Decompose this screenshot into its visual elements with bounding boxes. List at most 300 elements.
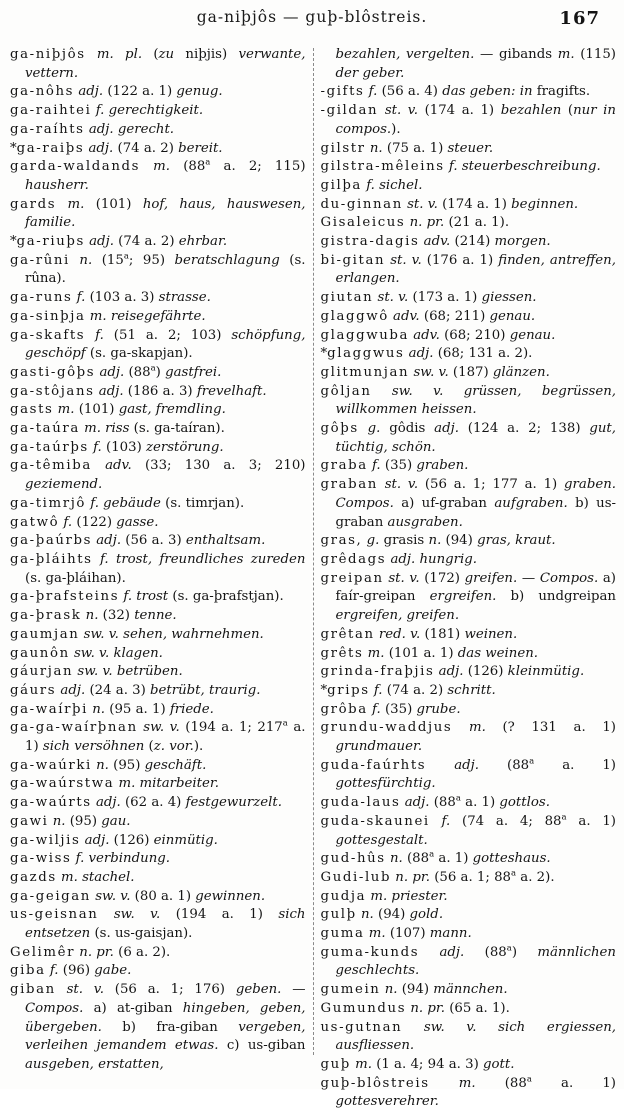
entry-text: kleinmütig. [507, 664, 585, 680]
entry-headword: greipan [320, 570, 384, 586]
entry-text: adj. [400, 795, 434, 811]
entry-text: sw. v. sehen, wahrnehmen. [79, 626, 264, 642]
entry-headword: gulþ [320, 907, 357, 923]
entry-text: n. [81, 608, 103, 624]
entry-headword: gáurjan [10, 664, 74, 680]
entry-headword: glitmunjan [320, 364, 410, 380]
dictionary-entry [10, 775, 306, 794]
entry-headword: ga-nôhs [10, 84, 75, 100]
dictionary-entry [10, 607, 306, 626]
entry-text: beratschlagung [174, 252, 290, 268]
entry-text: b) us-graban [335, 495, 617, 530]
entry-text: steuer. [447, 140, 494, 156]
entry-headword: guþ-blôstreis [320, 1075, 430, 1091]
dictionary-entry [10, 308, 306, 327]
dictionary-entry [321, 850, 617, 869]
entry-text: a. 2). [516, 869, 555, 885]
entry-headword: gáurs [10, 682, 57, 698]
dictionary-entry [10, 196, 306, 233]
entry-headword: grêdags [320, 551, 387, 567]
entry-headword: ga-þrask [10, 608, 82, 624]
dictionary-entry [321, 383, 617, 420]
entry-text: gabe. [94, 963, 132, 979]
entry-text: c) us-giban [226, 1038, 306, 1054]
dictionary-entry [321, 102, 617, 139]
entry-text: a) faír-greipan [335, 570, 616, 605]
entry-text: adj. [56, 682, 90, 698]
entry-text: graben. [416, 458, 469, 474]
entry-headword: ga-wiss [10, 851, 72, 867]
entry-text: (88 [504, 1075, 527, 1091]
entry-headword: glaggwuba [320, 327, 410, 343]
entry-text: n. pr. [405, 215, 449, 231]
dictionary-entry [321, 794, 617, 813]
entry-text: enthaltsam. [185, 533, 266, 549]
entry-text: adj. [74, 84, 108, 100]
entry-text: verwante, vettern. [25, 47, 306, 81]
entry-headword: ga-þrafsteins [10, 589, 120, 605]
dictionary-entry [321, 1075, 617, 1112]
entry-text: (95) [113, 757, 145, 773]
dictionary-entry [321, 457, 617, 476]
entry-text: (176 a. 1) [426, 252, 499, 268]
entry-text: adj. [419, 944, 485, 960]
entry-text: m. [53, 402, 79, 418]
entry-text: ( [148, 739, 154, 755]
entry-text: a. 1) [566, 813, 616, 829]
entry-text: adj. [404, 346, 438, 362]
entry-headword: -gildan [320, 103, 379, 119]
entry-headword: ga-niþjôs [10, 47, 86, 62]
dictionary-entry [10, 701, 306, 720]
dictionary-entry [321, 532, 617, 551]
entry-text: (88 [484, 944, 507, 960]
dictionary-entry [10, 719, 306, 756]
dictionary-entry [321, 252, 617, 289]
entry-text: bereit. [178, 140, 223, 156]
dictionary-entry [321, 140, 617, 159]
entry-text: a. 1) [460, 795, 500, 811]
entry-text: (103 a. 3) [89, 290, 159, 306]
dictionary-entry [10, 495, 306, 514]
entry-text: adj. [84, 234, 119, 250]
dictionary-entry [10, 514, 306, 533]
entry-headword: ga-raihtei [10, 103, 92, 119]
entry-text: grundmauer. [335, 739, 423, 755]
entry-text: (174 a. 1) [424, 103, 501, 119]
entry-text: — [517, 570, 540, 586]
entry-text: (122) [76, 514, 117, 530]
entry-text: adv. [91, 458, 145, 474]
dictionary-entry [10, 626, 306, 645]
entry-headword: gilstra-mêleins [320, 159, 445, 175]
entry-headword: grundu-waddjus [320, 720, 453, 736]
entry-text: (6 a. 2). [118, 944, 171, 960]
entry-text: sw. v. [98, 907, 176, 923]
dictionary-entry [321, 46, 617, 83]
dictionary-entry [10, 102, 306, 121]
entry-text: (s. us-gaisjan). [94, 926, 193, 942]
entry-text: (68; 210) [444, 327, 510, 343]
entry-text: schritt. [447, 682, 496, 698]
entry-text: sw. v. klagen. [69, 645, 163, 661]
dictionary-entry [10, 757, 306, 776]
entry-text: (194 a. 1) [175, 907, 279, 923]
entry-text: fragifts. [536, 84, 591, 100]
entry-text: graben. Compos. [335, 477, 616, 511]
entry-text: (33; 130 a. 3; 210) [144, 458, 306, 474]
dictionary-entry [10, 121, 306, 140]
entry-text: * [10, 234, 17, 250]
dictionary-entry [321, 981, 617, 1000]
entry-text: m. [364, 926, 390, 942]
dictionary-entry [10, 401, 306, 420]
dictionary-entry [321, 289, 617, 308]
dictionary-entry [10, 906, 306, 943]
entry-text: männlichen geschlechts. [335, 944, 616, 979]
entry-text: (115) [580, 47, 616, 62]
entry-text: a [561, 812, 567, 823]
entry-text: (126) [467, 664, 508, 680]
entry-headword: gras, [320, 533, 363, 549]
entry-headword: Gudi-lub [320, 869, 392, 885]
entry-text: finden, antreffen, erlangen. [335, 252, 616, 287]
dictionary-entry [321, 364, 617, 383]
entry-headword: us-geisnan [10, 907, 99, 923]
entry-text: n. pr. [406, 1000, 450, 1016]
entry-text: adv. [409, 327, 445, 343]
dictionary-entry [10, 327, 306, 364]
entry-headword: grôba [320, 701, 368, 717]
entry-headword: garda-waldands [10, 159, 141, 175]
entry-text: hausherr. [25, 177, 89, 193]
entry-text: Compos. [25, 1000, 94, 1016]
entry-text: n. [69, 252, 102, 268]
dictionary-entry [10, 682, 306, 701]
entry-text: (56 a. 4) [381, 84, 443, 100]
entry-headword: ga-wiljis [10, 832, 81, 848]
entry-text: das geben: in [442, 84, 537, 100]
entry-text: gottesfürchtig. [335, 776, 436, 792]
entry-text: einmütig. [153, 832, 218, 848]
dictionary-entry [10, 233, 306, 252]
entry-text: gras, kraut. [477, 533, 556, 549]
entry-text: (103) [106, 439, 146, 455]
entry-headword: du-ginnan [320, 196, 403, 212]
entry-text: a [529, 756, 535, 767]
entry-text: st. v. [383, 570, 425, 586]
entry-text: st. v. [55, 982, 115, 998]
entry-headword: ga-waúrki [10, 757, 92, 773]
dictionary-entry [10, 869, 306, 888]
entry-text: betrübt, traurig. [150, 682, 261, 698]
entry-text: m. [452, 720, 503, 736]
entry-text: f. gerechtigkeit. [91, 103, 204, 119]
entry-text: (21 a. 1). [448, 215, 510, 231]
page-header [0, 8, 624, 38]
entry-text: red. v. [374, 626, 425, 642]
entry-text: ausgraben. [387, 514, 463, 530]
entry-text: adj. [95, 364, 129, 380]
entry-text: bezahlen [500, 103, 568, 119]
dictionary-entry [321, 345, 617, 364]
entry-text: giessen. [481, 290, 537, 306]
entry-text: ). [193, 739, 204, 755]
entry-text: aufgraben. [494, 495, 576, 511]
dictionary-entry [321, 1019, 617, 1056]
entry-text: (94) [401, 982, 434, 998]
entry-text: (35) [384, 701, 417, 717]
entry-text: mann. [429, 926, 472, 942]
entry-text: greifen. [464, 570, 518, 586]
dictionary-entry [321, 177, 617, 196]
entry-text: (88 [406, 851, 430, 867]
entry-headword: giutan [320, 290, 374, 306]
dictionary-entry [10, 158, 306, 195]
entry-text: (15 [101, 252, 124, 268]
entry-text: n. pr. [391, 869, 435, 885]
entry-text: (186 a. 3) [127, 383, 197, 399]
entry-headword: glaggwô [320, 308, 389, 324]
entry-text: gottesgestalt. [335, 832, 428, 848]
entry-text: (51 a. 2; 103) [113, 327, 232, 343]
entry-text: adj. [92, 533, 126, 549]
entry-text: nur in compos. [335, 103, 616, 137]
entry-headword: ga-skafts [10, 327, 86, 343]
entry-text: zerstörung. [145, 439, 224, 455]
entry-text: n. [356, 907, 378, 923]
entry-headword: ga-timrjô [10, 495, 87, 511]
entry-headword: graban [320, 477, 378, 493]
entry-text: a [123, 251, 129, 262]
entry-text: sw. v. sich ergiessen, ausfliessen. [335, 1019, 616, 1054]
entry-headword: gaunôn [10, 645, 70, 661]
entry-headword: glaggwus [327, 346, 405, 362]
entry-text: st. v. [385, 252, 427, 268]
entry-text: (74 a. 2) [117, 140, 179, 156]
entry-text: (74 a. 4; 88 [462, 813, 562, 829]
entry-headword: grips [327, 682, 370, 698]
entry-headword: ga-riuþs [16, 234, 85, 250]
dictionary-entry [321, 83, 617, 102]
entry-headword: ga-waúrts [10, 795, 92, 811]
entry-text: (s. rûna). [25, 252, 306, 287]
dictionary-entry [321, 158, 617, 177]
entry-headword: gilstr [320, 140, 366, 156]
entry-text: bezahlen, vergelten. [335, 47, 475, 62]
entry-headword: gudja [320, 888, 367, 904]
entry-text: m. priester. [366, 888, 448, 904]
entry-headword: gôljan [320, 383, 372, 399]
entry-text: f. steuerbeschreibung. [444, 159, 601, 175]
entry-text: ( [567, 103, 574, 119]
dictionary-entry [10, 962, 306, 981]
dictionary-entry [10, 888, 306, 907]
entry-text: f. gebäude [86, 495, 166, 511]
entry-headword: us-gutnan [320, 1019, 403, 1035]
entry-text: f. trost [119, 589, 173, 605]
entry-text: gotteshaus. [472, 851, 551, 867]
entry-text: (1 a. 4; 94 a. 3) [376, 1056, 484, 1072]
entry-headword: giba [10, 963, 46, 979]
dictionary-entry [321, 233, 617, 252]
entry-text: ergreifen. [429, 589, 511, 605]
entry-headword: grêts [320, 645, 364, 661]
entry-text: adj. [434, 664, 468, 680]
entry-text: ). [391, 121, 401, 137]
entry-text: (88 [128, 364, 151, 380]
entry-headword: guda-faúrhts [320, 757, 427, 773]
entry-headword: ga-ga-waírþnan [10, 720, 138, 736]
entry-text: ) [155, 364, 166, 380]
entry-text: adv. [419, 234, 455, 250]
entry-text: st. v. [402, 196, 443, 212]
entry-headword: ga-raíhts [10, 121, 85, 137]
entry-text: m. pl. [85, 47, 154, 62]
entry-text: (194 a. 1; 217 [185, 720, 283, 736]
entry-headword: gasti-gôþs [10, 364, 96, 380]
right-column [320, 46, 617, 1110]
entry-text: m. [557, 47, 581, 62]
entry-text: genau. [509, 327, 556, 343]
entry-headword: ga-têmiba [10, 458, 92, 474]
entry-text: f. [88, 439, 106, 455]
entry-text: vergeben, verleihen jemandem etwas. [25, 1019, 306, 1054]
entry-text: beginnen. [511, 196, 579, 212]
entry-text: (126) [113, 832, 154, 848]
dictionary-entry [10, 46, 306, 83]
dictionary-entry [321, 1000, 617, 1019]
entry-text: adj. [426, 757, 508, 773]
entry-text: n. [48, 813, 70, 829]
entry-text: f. [72, 290, 90, 306]
entry-text: f. [85, 327, 114, 343]
entry-headword: guda-laus [320, 795, 401, 811]
entry-text: sich entsetzen [25, 907, 306, 942]
entry-text: a. 2; 115) [210, 159, 306, 175]
entry-text: (75 a. 1) [386, 140, 448, 156]
entry-text: (s. ga-taíran). [133, 421, 225, 437]
entry-text: gast, fremdling. [118, 402, 226, 418]
entry-headword: gawi [10, 813, 49, 829]
entry-text: adj. [84, 140, 118, 156]
entry-text: a [150, 363, 156, 374]
entry-text: (56 a. 1; 176) [114, 982, 236, 998]
dictionary-entry [10, 588, 306, 607]
dictionary-entry [10, 457, 306, 494]
entry-text: gottesverehrer. [335, 1094, 439, 1110]
entry-text: f. [429, 813, 463, 829]
dictionary-entry [321, 813, 617, 850]
entry-text: ; 95) [128, 252, 175, 268]
entry-text: m. mitarbeiter. [114, 776, 219, 792]
entry-headword: gasts [10, 402, 54, 418]
entry-text: g. [358, 421, 390, 437]
dictionary-entry [321, 476, 617, 532]
dictionary-entry [321, 420, 617, 457]
entry-text: st. v. [373, 290, 413, 306]
entry-text: n. [88, 701, 110, 717]
entry-text: m. [350, 1056, 377, 1072]
entry-headword: guma [320, 926, 365, 942]
dictionary-entry [10, 944, 306, 963]
entry-text: genug. [176, 84, 223, 100]
entry-text: f. sichel. [361, 177, 423, 193]
column-divider [313, 48, 314, 1055]
entry-headword: ga-geigan [10, 888, 91, 904]
entry-text: (187) [452, 364, 493, 380]
entry-text: (174 a. 1) [442, 196, 512, 212]
entry-text: sw. v. grüssen, begrüssen, willkommen heissen. [335, 383, 616, 418]
entry-text: (95) [69, 813, 102, 829]
dictionary-entry [321, 925, 617, 944]
entry-text: a) at-giban [93, 1000, 183, 1016]
dictionary-entry [10, 832, 306, 851]
entry-text: männchen. [433, 982, 508, 998]
entry-text: (88 [183, 159, 206, 175]
dictionary-entry [321, 626, 617, 645]
entry-headword: giban [10, 982, 56, 998]
entry-headword: guþ [320, 1056, 351, 1072]
entry-headword: Gumundus [320, 1000, 407, 1016]
entry-text: (80 a. 1) [134, 888, 196, 904]
entry-text: z. vor. [153, 739, 194, 755]
dictionary-entry [10, 289, 306, 308]
entry-text: sich versöhnen [42, 739, 149, 755]
entry-headword: ga-taúra [10, 421, 80, 437]
dictionary-entry [321, 869, 617, 888]
entry-headword: gaumjan [10, 626, 80, 642]
entry-text: (68; 131 a. 2). [437, 346, 533, 362]
entry-text: f. trost, freundliches zureden [92, 551, 306, 567]
entry-text: gott. [483, 1056, 515, 1072]
entry-text: zu [158, 47, 175, 62]
entry-text: (173 a. 1) [412, 290, 482, 306]
entry-text: (65 a. 1). [449, 1000, 510, 1016]
entry-text: n. [91, 757, 114, 773]
dictionary-entry [10, 252, 306, 289]
entry-headword: ga-taúrþs [10, 439, 89, 455]
entry-text: (62 a. 4) [124, 795, 186, 811]
dictionary-entry [321, 888, 617, 907]
entry-headword: ga-þláihts [10, 551, 93, 567]
entry-text: schöpfung, geschöpf [25, 327, 306, 362]
entry-text: morgen. [494, 234, 551, 250]
entry-text: gastfrei. [165, 364, 222, 380]
entry-text: gewinnen. [195, 888, 266, 904]
dictionary-entry [10, 551, 306, 588]
dictionary-entry [321, 1056, 617, 1075]
entry-headword: ga-waírþi [10, 701, 89, 717]
entry-text: Compos. [539, 570, 603, 586]
entry-text: (122 a. 1) [107, 84, 177, 100]
entry-text: (s. ga-þláihan). [25, 570, 126, 586]
dictionary-entry [10, 850, 306, 869]
entry-text: — gibands [474, 47, 558, 62]
entry-text: adj. [80, 832, 114, 848]
dictionary-entry [321, 701, 617, 720]
entry-text: hof, haus, hauswesen, familie. [25, 196, 306, 231]
entry-text: ) [511, 944, 538, 960]
entry-text: (88 [433, 795, 456, 811]
dictionary-entry [321, 944, 617, 981]
entry-text: a) uf-graban [401, 495, 495, 511]
dictionary-entry [321, 551, 617, 570]
entry-text: m. [56, 196, 96, 212]
entry-text: f. [59, 514, 77, 530]
entry-text: a [506, 943, 512, 954]
dictionary-entry [10, 83, 306, 102]
